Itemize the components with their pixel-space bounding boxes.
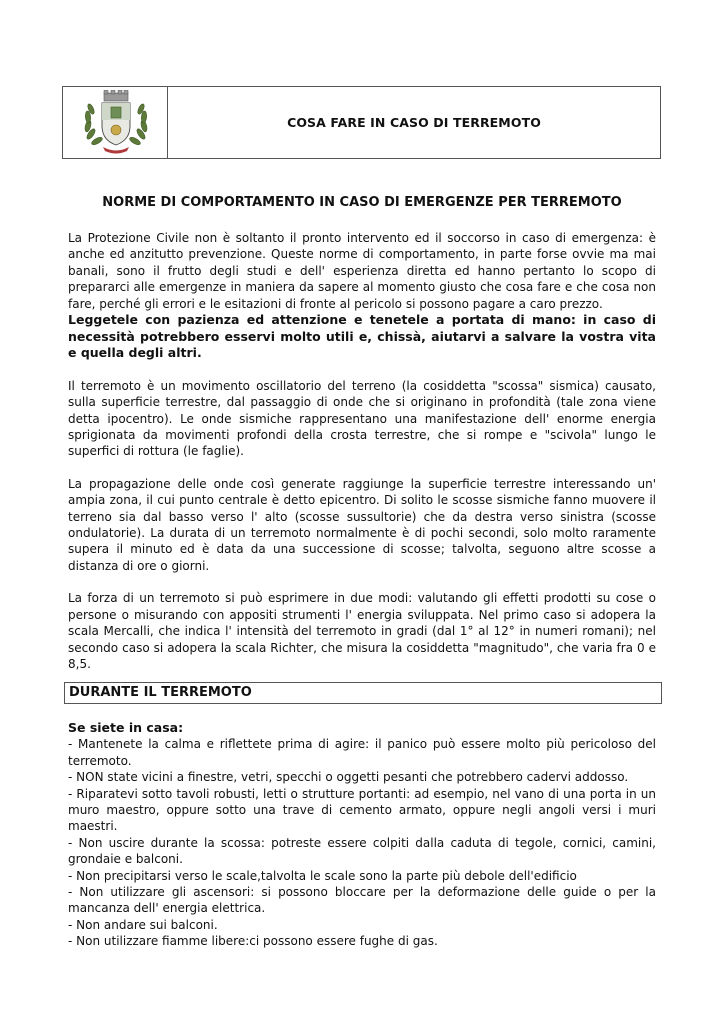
earthquake-definition-paragraph: Il terremoto è un movimento oscillatorio del terreno (la cosiddetta "scossa" sismica) causato, sulla superficie terrestre, dal passaggio di onde che si originano in profondità (tale zona viene detta ipocentro). Le onde sismiche rappresentano una manifestazione dell' enorme energia sprigionata da movimenti profondi della crosta terrestre, che si rompe e "scivola" lungo le superfici di rottura (le faglie). (68, 378, 656, 459)
list-item: - NON state vicini a finestre, vetri, specchi o oggetti pesanti che potrebbero cadervi addosso. (68, 770, 629, 785)
list-item: - Non andare sui balconi. (68, 917, 218, 932)
coat-of-arms-icon (77, 90, 155, 156)
document-header (62, 86, 661, 159)
document-body (68, 230, 656, 688)
list-item: - Non utilizzare gli ascensori: si possono bloccare per la deformazione delle guide o per la mancanza dell' energia elettrica. (68, 885, 656, 916)
logo-cell (63, 87, 168, 158)
instructions-list (68, 720, 656, 950)
magnitude-paragraph: La forza di un terremoto si può esprimere in due modi: valutando gli effetti prodotti su cose o persone o misurando con appositi strumenti l' energia sviluppata. Nel primo caso si adopera la scala Mercalli, che indica l' intensità del terremoto in gradi (dal 1° al 12° in numeri romani); nel secondo caso si adopera la scala Richter, che misura la cosiddetta "magnitudo", che varia fra 0 e 8,5. (68, 591, 656, 671)
list-item: - Non utilizzare fiamme libere:ci possono essere fughe di gas. (68, 934, 438, 949)
propagation-paragraph: La propagazione delle onde così generate raggiunge la superficie terrestre interessando un' ampia zona, il cui punto centrale è detto epicentro. Di solito le scosse sismiche fanno muovere il terreno sia dal basso verso l' alto (scosse sussultorie) che da destra verso sinistra (scosse ondulatorie). La durata di un terremoto normalmente è di pochi secondi, solo molto raramente supera il minuto ed è data da una successione di scosse; talvolta, seguono altre scosse a distanza di ore o giorni. (68, 476, 656, 573)
intro-bold-paragraph: Leggetele con pazienza ed attenzione e tenetele a portata di mano: in caso di necessità potrebbero esservi molto utili e, chissà, aiutarvi a salvare la vostra vita e quella degli altri. (68, 312, 656, 361)
list-subheading: Se siete in casa: (68, 720, 184, 735)
list-item: - Mantenete la calma e riflettete prima di agire: il panico può essere molto più pericoloso del terremoto. (68, 737, 656, 768)
list-item: - Riparatevi sotto tavoli robusti, letti o strutture portanti: ad esempio, nel vano di una porta in un muro maestro, oppure sotto una trave di cemento armato, oppure negli angoli versi i muri maestri. (68, 786, 656, 834)
intro-paragraph: La Protezione Civile non è soltanto il pronto intervento ed il soccorso in caso di emergenza: è anche ed anzitutto prevenzione. Queste norme di comportamento, in parte forse ovvie ma mai banali, sono il frutto degli studi e dell' esperienza diretta ed hanno pertanto lo scopo di prepararci alle emergenze in maniera da sapere al momento giusto che cosa fare e che cosa non fare, perché gli errori e le esitazioni di fronte al pericolo si possono pagare a caro prezzo. (68, 231, 656, 311)
section-heading: DURANTE IL TERREMOTO (64, 682, 662, 704)
list-item: - Non precipitarsi verso le scale,talvolta le scale sono la parte più debole dell'edificio (68, 868, 577, 883)
list-item: - Non uscire durante la scossa: potreste essere colpiti dalla caduta di tegole, cornici, camini, grondaie e balconi. (68, 835, 656, 867)
header-title: COSA FARE IN CASO DI TERREMOTO (287, 115, 541, 130)
main-heading: NORME DI COMPORTAMENTO IN CASO DI EMERGENZE PER TERREMOTO (102, 195, 622, 210)
